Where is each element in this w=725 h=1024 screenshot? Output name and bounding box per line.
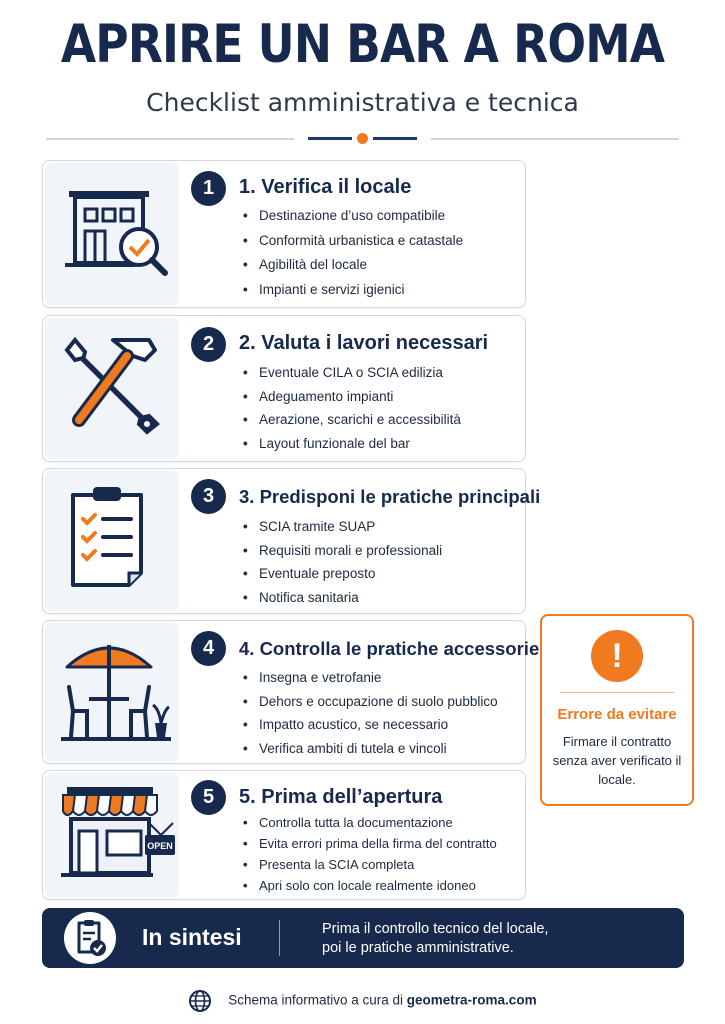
divider-right	[431, 138, 679, 140]
summary-line: poi le pratiche amministrative.	[322, 940, 514, 956]
step-item-list	[243, 815, 497, 899]
list-item: • Insegna e vetrofanie	[243, 670, 498, 694]
step-item-list	[243, 519, 442, 613]
step-card-4	[42, 620, 540, 764]
divider-left	[46, 138, 294, 140]
wrench-hammer-icon	[53, 328, 173, 454]
globe-icon	[188, 989, 212, 1013]
step-title: 4. Controlla le pratiche accessorie	[239, 638, 540, 659]
list-item: • Controlla tutta la documentazione	[243, 815, 497, 836]
outdoor-table-umbrella-icon	[53, 633, 173, 757]
summary-label: In sintesi	[142, 924, 242, 950]
list-item: • Evita errori prima della firma del contratto	[243, 836, 497, 857]
page-subtitle: Checklist amministrativa e tecnica	[146, 88, 579, 117]
divider-dot	[357, 133, 368, 144]
clipboard-check-icon	[64, 912, 116, 964]
list-item: • Impatto acustico, se necessario	[243, 717, 498, 741]
list-item: • Requisiti morali e professionali	[243, 543, 442, 567]
list-item: • Dehors e occupazione di suolo pubblico	[243, 694, 498, 718]
step-icon-panel	[45, 623, 179, 761]
list-item: • Impianti e servizi igienici	[243, 282, 463, 307]
list-item: • SCIA tramite SUAP	[243, 519, 442, 543]
shop-open-sign-icon	[53, 779, 175, 891]
list-item: • Verifica ambiti di tutela e vincoli	[243, 741, 498, 765]
warning-title: Errore da evitare	[557, 706, 677, 723]
step-icon-panel	[45, 773, 179, 897]
list-item: • Aerazione, scarichi e accessibilità	[243, 412, 461, 436]
summary-icon-circle	[64, 912, 116, 964]
warning-divider	[560, 692, 674, 693]
warning-box	[540, 614, 694, 806]
step-icon-panel	[45, 163, 179, 305]
step-card-5	[42, 770, 526, 900]
step-number-badge: 4	[191, 631, 226, 666]
summary-text	[322, 920, 548, 958]
step-number-badge: 2	[191, 327, 226, 362]
footer-site-link[interactable]: geometra-roma.com	[406, 992, 537, 1008]
summary-separator	[279, 920, 280, 956]
list-item: • Agibilità del locale	[243, 257, 463, 282]
exclamation-icon: !	[591, 630, 643, 682]
list-item: • Eventuale CILA o SCIA edilizia	[243, 365, 461, 389]
list-item: • Eventuale preposto	[243, 566, 442, 590]
summary-banner	[42, 908, 684, 968]
list-item: • Conformità urbanistica e catastale	[243, 233, 463, 258]
step-card-3	[42, 468, 541, 614]
step-title: 2. Valuta i lavori necessari	[239, 332, 489, 354]
warning-text: Firmare il contratto senza aver verificato il locale.	[552, 734, 682, 787]
step-card-2	[42, 315, 526, 462]
step-number-badge: 5	[191, 780, 226, 815]
list-item: • Destinazione d’uso compatibile	[243, 208, 463, 233]
list-item: • Presenta la SCIA completa	[243, 857, 497, 878]
footer	[0, 989, 725, 1013]
divider-dash-left	[308, 137, 352, 140]
step-item-list	[243, 365, 461, 459]
open-sign-text: OPEN	[147, 841, 173, 851]
step-number-badge: 3	[191, 479, 226, 514]
step-title: 1. Verifica il locale	[239, 176, 412, 198]
clipboard-checklist-icon	[53, 481, 173, 605]
step-card-1	[42, 160, 526, 308]
step-item-list	[243, 208, 463, 306]
page-title: APRIRE UN BAR A ROMA	[60, 14, 665, 75]
list-item: • Adeguamento impianti	[243, 389, 461, 413]
footer-text: Schema informativo a cura di	[228, 992, 404, 1008]
list-item: • Layout funzionale del bar	[243, 436, 461, 460]
building-search-icon	[53, 173, 173, 299]
list-item: • Notifica sanitaria	[243, 590, 442, 614]
step-title: 3. Predisponi le pratiche principali	[239, 486, 541, 507]
summary-line: Prima il controllo tecnico del locale,	[322, 921, 549, 937]
step-icon-panel	[45, 318, 179, 459]
step-title: 5. Prima dell’apertura	[239, 786, 443, 808]
step-number-badge: 1	[191, 171, 226, 206]
step-icon-panel	[45, 471, 179, 611]
divider-dash-right	[373, 137, 417, 140]
list-item: • Apri solo con locale realmente idoneo	[243, 878, 497, 899]
step-item-list	[243, 670, 498, 764]
